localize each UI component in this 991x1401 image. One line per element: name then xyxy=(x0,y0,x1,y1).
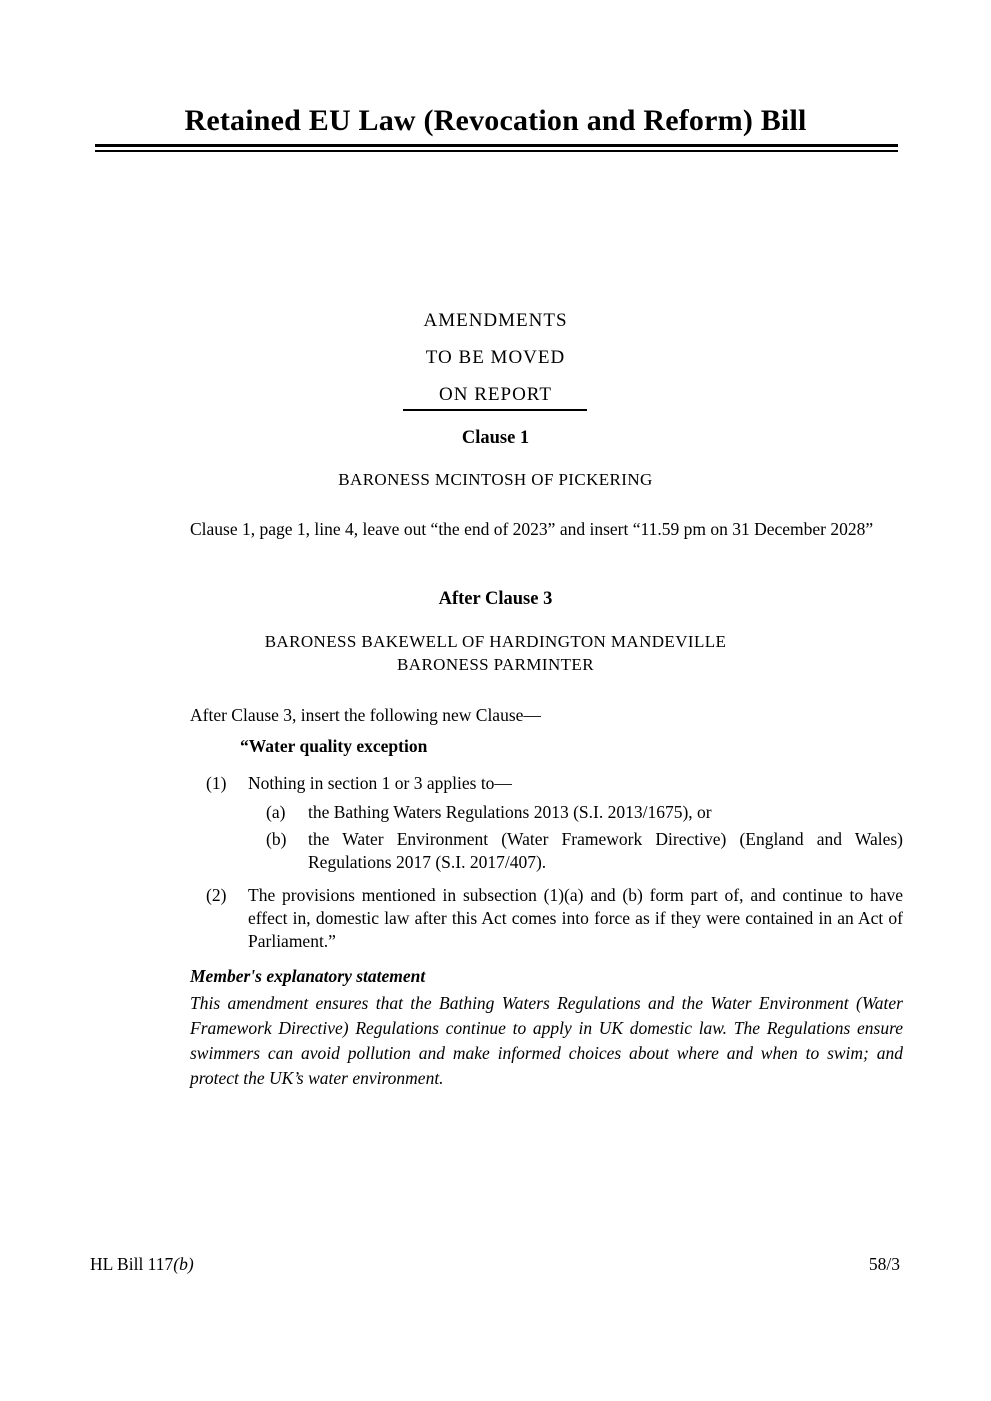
session-heading-line-3: ON REPORT xyxy=(439,384,552,405)
clause1-heading: Clause 1 xyxy=(461,428,530,448)
footer-bill-number-text: HL Bill 117 xyxy=(90,1254,174,1274)
footer-sheet-number: 58/3 xyxy=(868,1254,900,1274)
subsection-1-number: (1) xyxy=(206,773,227,793)
subsection-1-text: Nothing in section 1 or 3 applies to— xyxy=(248,773,512,793)
session-heading xyxy=(0,302,991,413)
sponsor-name: BARONESS BAKEWELL OF HARDINGTON MANDEVILLE xyxy=(264,632,727,651)
session-heading-line-2: TO BE MOVED xyxy=(425,347,566,368)
after-clause3-sponsors xyxy=(0,630,991,676)
subsection-1 xyxy=(206,772,903,874)
page-title: Retained EU Law (Revocation and Reform) Bill xyxy=(184,104,807,137)
subsection-2-text: The provisions mentioned in subsection (1)(a) and (b) form part of, and continue to have effect in, domestic law after this Act comes into force as if they were contained in an Act of Parliament.” xyxy=(248,885,903,951)
new-clause-title: “Water quality exception xyxy=(240,736,428,756)
subsection-2 xyxy=(206,884,903,953)
sponsor-name: BARONESS MCINTOSH OF PICKERING xyxy=(338,470,653,489)
list-item-a xyxy=(266,801,903,824)
title-double-rule xyxy=(95,144,898,152)
explanatory-statement-text: This amendment ensures that the Bathing Waters Regulations and the Water Environment (Water Framework Directive) Regulations continue to apply in UK domestic law. The Regulations ensure swimmers can avoid pollution and make informed choices about where and when to swim; and protect the UK’s water environment. xyxy=(190,993,903,1088)
footer-bill-number-suffix: (b) xyxy=(173,1254,194,1274)
subsection-2-number: (2) xyxy=(206,885,227,905)
list-item-b xyxy=(266,828,903,874)
sponsor-name: BARONESS PARMINTER xyxy=(397,655,594,674)
new-clause-instruction: After Clause 3, insert the following new Clause— xyxy=(190,705,541,725)
session-heading-line-1: AMENDMENTS xyxy=(423,310,568,331)
session-heading-rule xyxy=(403,409,587,411)
list-item-a-letter: (a) xyxy=(266,802,286,822)
clause1-sponsors xyxy=(0,468,991,491)
explanatory-statement-heading: Member's explanatory statement xyxy=(190,966,426,986)
list-item-b-text: the Water Environment (Water Framework Directive) (England and Wales) Regulations 2017 (S.I. 2017/407). xyxy=(308,829,903,872)
footer-bill-number xyxy=(90,1254,194,1275)
list-item-a-text: the Bathing Waters Regulations 2013 (S.I. 2013/1675), or xyxy=(308,802,712,822)
after-clause3-heading: After Clause 3 xyxy=(438,589,553,609)
list-item-b-letter: (b) xyxy=(266,829,287,849)
clause1-amendment-text: Clause 1, page 1, line 4, leave out “the end of 2023” and insert “11.59 pm on 31 December 2028” xyxy=(190,519,874,539)
